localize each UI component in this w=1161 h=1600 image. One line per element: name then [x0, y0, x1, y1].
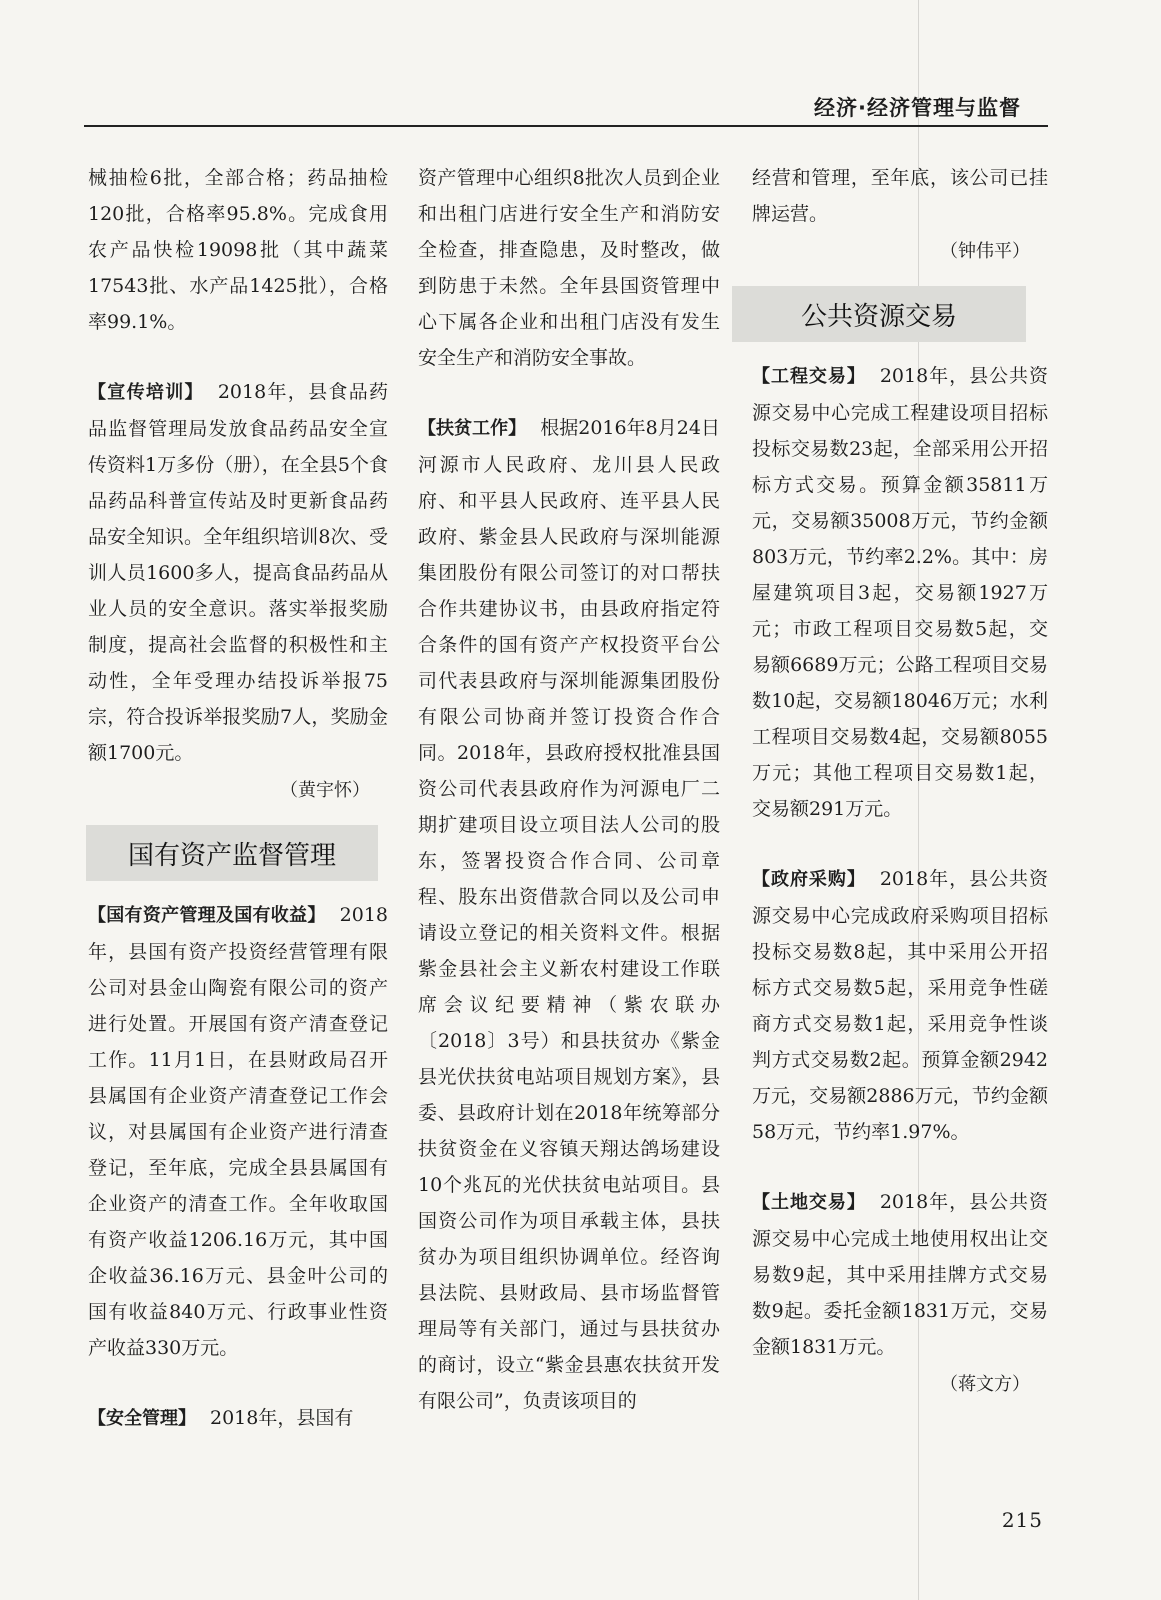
paragraph: 资产管理中心组织8批次人员到企业和出租门店进行安全生产和消防安全检查，排查隐患，及时整改，做到防患于未然。全年县国资管理中心下属各企业和出租门店没有发生安全生产和消防安全事故。 — [418, 167, 720, 369]
paragraph — [88, 1400, 388, 1437]
section-heading: 公共资源交易 — [732, 286, 1026, 342]
paragraph — [418, 410, 720, 1419]
paragraph-text: 2018年，县公共资源交易中心完成政府采购项目招标投标交易数8起，其中采用公开招标方式交易数5起，采用竞争性磋商方式交易数1起，采用竞争性谈判方式交易数2起。预算金额2942万元，交易额2886万元，节约金额58万元，节约率1.97%。 — [752, 868, 1049, 1143]
paragraph — [88, 374, 388, 771]
paragraph — [752, 358, 1048, 827]
paragraph: 械抽检6批，全部合格；药品抽检120批，合格率95.8%。完成食用农产品快检19098批（其中蔬菜17543批、水产品1425批），合格率99.1%。 — [88, 167, 388, 333]
paragraph — [88, 897, 388, 1366]
section-keyword: 【安全管理】 — [88, 1408, 196, 1429]
running-header: 经济·经济管理与监督 — [814, 96, 1021, 120]
column-2 — [418, 160, 720, 1419]
paragraph: 经营和管理，至年底，该公司已挂牌运营。 — [752, 167, 1048, 225]
paragraph-text: 2018年，县公共资源交易中心完成土地使用权出让交易数9起，其中采用挂牌方式交易数9起。委托金额1831万元，交易金额1831万元。 — [752, 1191, 1049, 1358]
section-keyword: 【国有资产管理及国有收益】 — [88, 905, 326, 926]
page-number: 215 — [1001, 1508, 1043, 1532]
paragraph-text: 2018年，县国有资产投资经营管理有限公司对县金山陶瓷有限公司的资产进行处置。开展国有资产清查登记工作。11月1日，在县财政局召开县属国有企业资产清查登记工作会议，对县属国有企业资产进行清查登记，至年底，完成全县县属国有企业资产的清查工作。全年收取国有资产收益1206.16万元，其中国企收益36.16万元、县金叶公司的国有收益840万元、行政事业性资产收益330万元。 — [88, 904, 388, 1359]
column-1 — [88, 160, 388, 1437]
paragraph — [752, 1184, 1048, 1365]
paragraph — [752, 861, 1048, 1150]
section-keyword: 【扶贫工作】 — [418, 418, 527, 439]
paragraph-text: 2018年，县国有 — [210, 1407, 354, 1429]
paragraph-text: 2018年，县食品药品监督管理局发放食品药品安全宣传资料1万多份（册），在全县5个食品药品科普宣传站及时更新食品药品安全知识。全年组织培训8次、受训人员1600多人，提高食品药品从业人员的安全意识。落实举报奖励制度，提高社会监督的积极性和主动性，全年受理办结投诉举报75宗，符合投诉举报奖励7人，奖励金额1700元。 — [88, 381, 389, 764]
section-keyword: 【土地交易】 — [752, 1192, 866, 1213]
header-rule — [84, 125, 1048, 127]
section-keyword: 【工程交易】 — [752, 366, 866, 387]
author-credit: （蒋文方） — [940, 1374, 1030, 1395]
author-credit: （黄宇怀） — [280, 780, 370, 801]
section-keyword: 【宣传培训】 — [88, 382, 204, 403]
paragraph-text: 根据2016年8月24日河源市人民政府、龙川县人民政府、和平县人民政府、连平县人民政府、紫金县人民政府与深圳能源集团股份有限公司签订的对口帮扶合作共建协议书，由县政府指定符合条件的国有资产产权投资平台公司代表县政府与深圳能源集团股份有限公司协商并签订投资合作合同。2018年，县政府授权批准县国资公司代表县政府作为河源电厂二期扩建项目设立项目法人公司的股东，签署投资合作合同、公司章程、股东出资借款合同以及公司申请设立登记的相关资料文件。根据紫金县社会主义新农村建设工作联席会议纪要精神（紫农联办〔2018〕3号）和县扶贫办《紫金县光伏扶贫电站项目规划方案》，县委、县政府计划在2018年统筹部分扶贫资金在义容镇天翔达鸽场建设10个兆瓦的光伏扶贫电站项目。县国资公司作为项目承载主体，县扶贫办为项目组织协调单位。经咨询县法院、县财政局、县市场监督管理局等有关部门，通过与县扶贫办的商讨，设立“紫金县惠农扶贫开发有限公司”，负责该项目的 — [418, 417, 721, 1412]
section-keyword: 【政府采购】 — [752, 869, 866, 890]
column-3 — [752, 160, 1048, 1403]
section-heading: 国有资产监督管理 — [86, 825, 378, 881]
author-credit: （钟伟平） — [940, 241, 1030, 262]
paragraph-text: 2018年，县公共资源交易中心完成工程建设项目招标投标交易数23起，全部采用公开招标方式交易。预算金额35811万元，交易额35008万元，节约金额803万元，节约率2.2%。其中：房屋建筑项目3起，交易额1927万元；市政工程项目交易数5起，交易额6689万元；公路工程项目交易数10起，交易额18046万元；水利工程项目交易数4起，交易额8055万元；其他工程项目交易数1起，交易额291万元。 — [752, 365, 1049, 820]
